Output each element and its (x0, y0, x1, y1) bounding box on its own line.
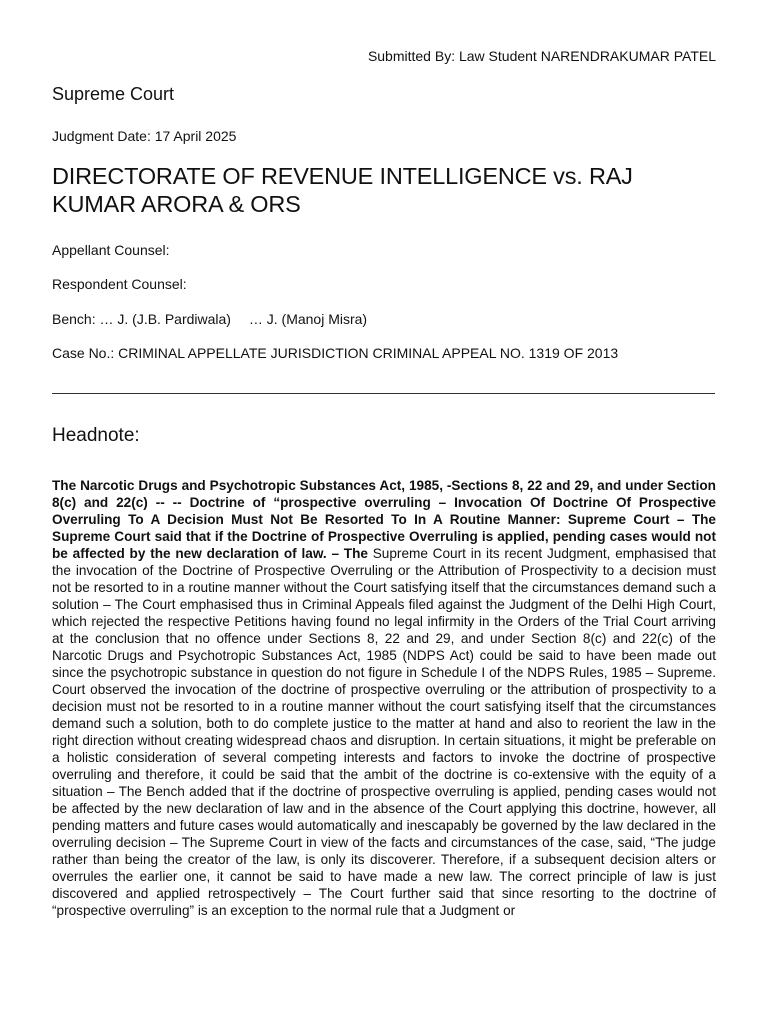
headnote-bold-text: The Narcotic Drugs and Psychotropic Substances Act, 1985, -Sections 8, 22 and 29, and under Section 8(c) and 22(c) -- -- Doctrine of “prospective overruling – Invocation Of Doctrine Of Prospective Overruling To A Decision Must Not Be Resorted To In A Routine Manner: Supreme Court – The Supreme Court said that if the Doctrine of Prospective Overruling is applied, pending cases would not be affected by the new declaration of law. – The (52, 478, 716, 561)
headnote-paragraph (52, 477, 716, 919)
court-name: Supreme Court (52, 84, 175, 104)
bench-judge: … J. (J.B. Pardiwala) (99, 311, 231, 327)
divider (52, 393, 715, 394)
headnote-body-text: Supreme Court in its recent Judgment, emphasised that the invocation of the Doctrine of Prospective Overruling or the Attribution of Prospectivity to a decision must not be resorted to in a routine manner without the Court satisfying itself that the circumstances demand such a solution – The Court emphasised thus in Criminal Appeals filed against the Judgment of the Delhi High Court, which rejected the respective Petitions having found no legal infirmity in the Orders of the Trial Court arriving at the conclusion that no offence under Sections 8, 22 and 29, and under Section 8(c) and 22(c) of the Narcotic Drugs and Psychotropic Substances Act, 1985 (NDPS Act) could be said to have been made out since the psychotropic substance in question do not figure in Schedule I of the NDPS Rules, 1985 – Supreme. Court observed the invocation of the doctrine of prospective overruling or the attribution of prospectivity to a decision must not be resorted to in a routine manner without the court satisfying itself that the circumstances demand such a solution, both to do complete justice to the matter at hand and also to reorient the law in the right direction without creating widespread chaos and disruption. In certain situations, it might be preferable on a holistic consideration of several competing interests and factors to invoke the doctrine of prospective overruling and therefore, it could be said that the ambit of the doctrine is co-extensive with the equity of a situation – The Bench added that if the doctrine of prospective overruling is applied, pending cases would not be affected by the new declaration of law and in the absence of the Court applying this doctrine, however, all pending matters and future cases would automatically and inescapably be governed by the law declared in the overruling decision – The Supreme Court in view of the facts and circumstances of the case, said, “The judge rather than being the creator of the law, is only its discoverer. Therefore, if a subsequent decision alters or overrules the earlier one, it cannot be said to have made a new law. The correct principle of law is just discovered and applied retrospectively – The Court further said that since resorting to the doctrine of “prospective overruling” is an exception to the normal rule that a Judgment or (52, 546, 716, 918)
bench-judge: … J. (Manoj Misra) (248, 311, 368, 327)
respondent-counsel: Respondent Counsel: (52, 276, 187, 292)
case-number: Case No.: CRIMINAL APPELLATE JURISDICTION CRIMINAL APPEAL NO. 1319 OF 2013 (52, 345, 619, 361)
judgment-date: Judgment Date: 17 April 2025 (52, 128, 237, 144)
case-title: DIRECTORATE OF REVENUE INTELLIGENCE vs. RAJ KUMAR ARORA & ORS (52, 163, 633, 217)
bench (52, 311, 367, 327)
headnote-heading: Headnote: (52, 425, 140, 446)
submitted-by: Submitted By: Law Student NARENDRAKUMAR PATEL (367, 48, 716, 64)
appellant-counsel: Appellant Counsel: (52, 242, 170, 258)
bench-label: Bench: (52, 311, 96, 327)
